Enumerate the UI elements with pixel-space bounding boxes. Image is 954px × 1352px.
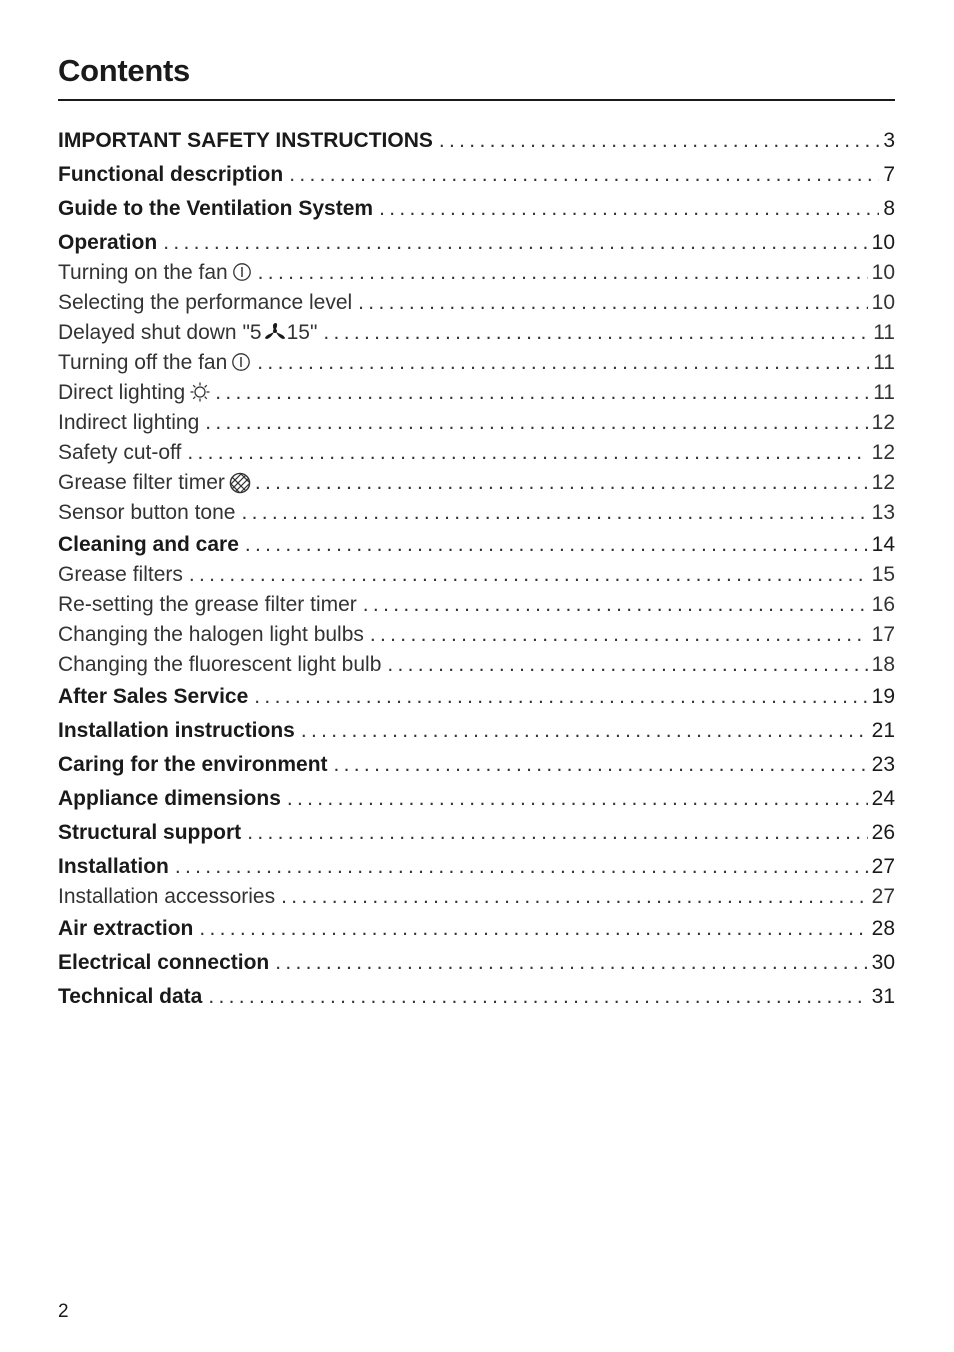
toc-entry-text: Installation instructions [58,719,295,742]
toc-entry-text: Grease filter timer [58,471,225,494]
toc-entry-label [58,158,283,192]
toc-entry-page: 24 [871,787,895,810]
dot-leader [257,348,869,378]
dot-leader [379,192,879,226]
toc-entry-page: 15 [871,563,895,586]
toc-entry-page: 27 [871,885,895,908]
toc-entry-label [58,318,317,348]
toc-entry [58,468,895,498]
toc-entry-label [58,258,252,288]
toc-entry-label [58,560,183,590]
toc-entry [58,850,895,884]
toc-entry [58,348,895,378]
toc-entry [58,816,895,850]
toc-entry-label [58,468,249,498]
toc-entry [58,258,895,288]
toc-entry-label [58,498,235,528]
toc-entry-page: 11 [873,321,895,344]
dot-leader [163,226,867,260]
toc-entry-page: 17 [871,623,895,646]
toc-entry-page: 19 [871,685,895,708]
toc-entry-text: Technical data [58,985,203,1008]
toc-entry [58,318,895,348]
power-icon [231,352,251,372]
toc-entry-text: Sensor button tone [58,501,236,524]
toc-entry-text: Structural support [58,821,242,844]
dot-leader [215,378,869,408]
toc-entry-label [58,528,239,562]
toc-entry-label [58,946,269,980]
toc-entry-text: Selecting the performance level [58,291,353,314]
dot-leader [289,158,879,192]
toc-entry [58,528,895,562]
toc-entry-page: 10 [871,291,895,314]
toc-entry-page: 13 [871,501,895,524]
toc-entry-text-suffix: 15" [286,321,318,344]
toc-entry [58,650,895,680]
toc-entry-text: Cleaning and care [58,533,239,556]
dot-leader [358,288,867,318]
toc-entry-text: IMPORTANT SAFETY INSTRUCTIONS [58,129,433,152]
toc-entry-text: Changing the halogen light bulbs [58,623,364,646]
dot-leader [208,980,867,1014]
toc-entry-text: Installation accessories [58,885,276,908]
toc-entry-text: Operation [58,231,158,254]
dot-leader [334,748,868,782]
toc-entry-text: Guide to the Ventilation System [58,197,374,220]
toc-entry-label [58,882,275,912]
toc-entry-text: Safety cut-off [58,441,182,464]
toc-entry [58,782,895,816]
toc-entry [58,378,895,408]
toc-entry [58,980,895,1014]
toc-entry [58,882,895,912]
dot-leader [254,680,867,714]
dot-leader [187,438,867,468]
table-of-contents [58,124,895,1014]
toc-entry-text: Functional description [58,163,284,186]
toc-entry-label [58,680,248,714]
toc-entry-label [58,590,357,620]
dot-leader [175,850,868,884]
toc-entry-page: 12 [871,471,895,494]
toc-entry [58,226,895,260]
toc-entry [58,714,895,748]
toc-entry-page: 23 [871,753,895,776]
toc-entry-page: 31 [871,985,895,1008]
toc-entry-text: Caring for the environment [58,753,328,776]
toc-entry-label [58,620,364,650]
toc-entry-page: 27 [871,855,895,878]
toc-entry-page: 28 [871,917,895,940]
toc-entry-label [58,192,373,226]
toc-entry-page: 10 [871,261,895,284]
light-icon [189,382,209,402]
toc-entry-text: Installation [58,855,169,878]
toc-entry-page: 30 [871,951,895,974]
toc-entry-label [58,650,381,680]
grease-filter-icon [229,472,249,492]
toc-entry-page: 12 [871,441,895,464]
toc-entry-text: Indirect lighting [58,411,200,434]
toc-entry-label [58,714,295,748]
toc-entry-label [58,782,281,816]
toc-entry [58,438,895,468]
dot-leader [245,528,868,562]
toc-entry-label [58,816,241,850]
dot-leader [387,650,867,680]
toc-entry-text: Direct lighting [58,381,186,404]
toc-entry-text: After Sales Service [58,685,249,708]
toc-entry [58,748,895,782]
toc-entry-label [58,850,169,884]
toc-entry-page: 11 [873,381,895,404]
dot-leader [363,590,868,620]
toc-entry-text: Appliance dimensions [58,787,281,810]
toc-entry-label [58,378,209,408]
toc-entry-label [58,438,181,468]
fan-icon [263,322,287,342]
toc-entry [58,498,895,528]
toc-entry-label [58,288,352,318]
toc-entry [58,124,895,158]
page-title: Contents [58,53,190,88]
toc-entry [58,680,895,714]
toc-entry-text: Changing the fluorescent light bulb [58,653,382,676]
dot-leader [205,408,867,438]
toc-entry-text: Turning on the fan [58,261,228,284]
toc-entry-label [58,348,251,378]
toc-entry-label [58,124,433,158]
toc-entry-text: Turning off the fan [58,351,228,374]
page-number: 2 [58,1301,69,1322]
toc-entry-text: Electrical connection [58,951,270,974]
toc-entry-page: 11 [873,351,895,374]
toc-entry-label [58,748,328,782]
toc-entry-text: Re-setting the grease filter timer [58,593,357,616]
toc-entry-page: 8 [883,197,895,220]
toc-entry-page: 21 [871,719,895,742]
toc-entry [58,912,895,946]
toc-entry [58,158,895,192]
toc-entry [58,946,895,980]
toc-entry-page: 12 [871,411,895,434]
title-divider [58,99,895,101]
toc-entry-text: Delayed shut down "5 [58,321,262,344]
toc-entry [58,408,895,438]
dot-leader [370,620,868,650]
dot-leader [323,318,869,348]
dot-leader [199,912,867,946]
toc-entry-page: 26 [871,821,895,844]
dot-leader [301,714,868,748]
toc-entry-label [58,226,157,260]
dot-leader [275,946,867,980]
toc-entry-page: 10 [871,231,895,254]
toc-entry-page: 14 [871,533,895,556]
dot-leader [258,258,868,288]
toc-entry [58,192,895,226]
toc-entry-label [58,980,202,1014]
toc-entry-page: 18 [871,653,895,676]
toc-entry [58,590,895,620]
dot-leader [189,560,868,590]
toc-entry [58,288,895,318]
dot-leader [255,468,868,498]
toc-entry-text: Air extraction [58,917,194,940]
dot-leader [439,124,879,158]
toc-entry-label [58,912,193,946]
toc-entry-page: 16 [871,593,895,616]
dot-leader [287,782,868,816]
toc-entry [58,620,895,650]
toc-entry-page: 3 [883,129,895,152]
dot-leader [247,816,867,850]
toc-entry-label [58,408,199,438]
toc-entry [58,560,895,590]
dot-leader [241,498,867,528]
power-icon [232,262,252,282]
dot-leader [281,882,868,912]
toc-entry-text: Grease filters [58,563,183,586]
toc-entry-page: 7 [883,163,895,186]
